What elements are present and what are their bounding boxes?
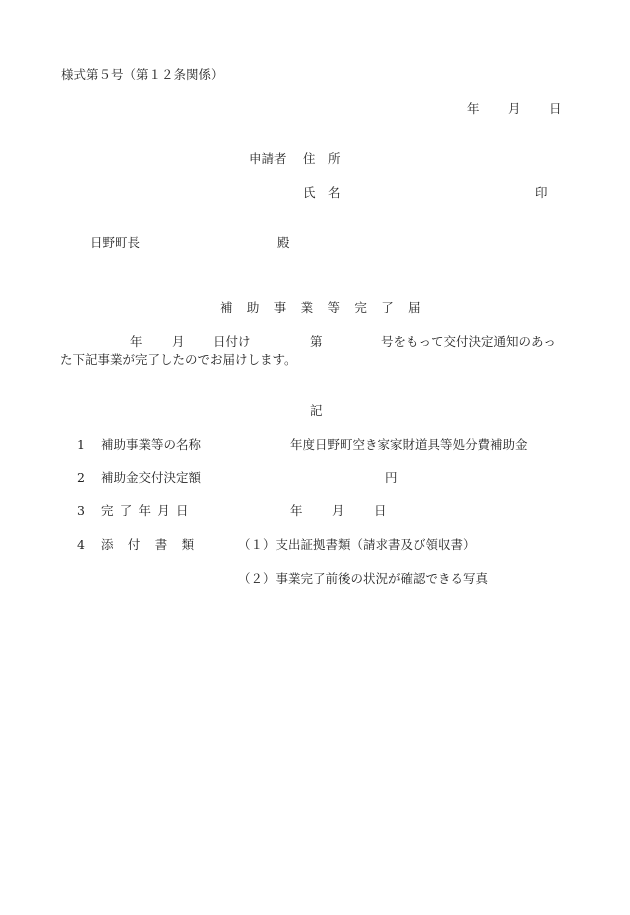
name-label: 氏 名: [303, 185, 341, 200]
body-day-suffix: 日付け: [213, 334, 251, 349]
item-number: 1: [77, 437, 85, 452]
item-value: 円: [385, 470, 398, 485]
date-day: 日: [549, 101, 562, 116]
item-day: 日: [374, 503, 387, 518]
body-month: 月: [172, 334, 185, 349]
applicant-label: 申請者: [249, 151, 287, 166]
body-line1-tail: 号をもって交付決定通知のあっ: [381, 334, 556, 349]
seal-mark: 印: [535, 185, 548, 200]
item-year: 年: [290, 503, 303, 518]
item-label: 補助事業等の名称: [101, 437, 202, 452]
form-label: 様式第５号（第１２条関係）: [61, 67, 224, 82]
body-number-prefix: 第: [310, 334, 323, 349]
attachment-2: （２）事業完了前後の状況が確認できる写真: [238, 571, 489, 586]
item-number: 2: [77, 470, 85, 485]
date-month: 月: [508, 101, 521, 116]
body-line2: た下記事業が完了したのでお届けします。: [60, 352, 297, 367]
date-year: 年: [467, 101, 480, 116]
body-year: 年: [130, 334, 143, 349]
item-value: 年度日野町空き家家財道具等処分費補助金: [290, 437, 528, 452]
item-number: 4: [77, 537, 85, 552]
item-label: 補助金交付決定額: [101, 470, 202, 485]
item-month: 月: [332, 503, 345, 518]
item-label: 完了年月日: [101, 503, 195, 518]
ki-mark: 記: [310, 403, 323, 418]
item-label: 添付書類: [101, 537, 209, 552]
attachment-1: （１）支出証拠書類（請求書及び領収書）: [238, 537, 476, 552]
item-number: 3: [77, 503, 85, 518]
address-label: 住 所: [303, 151, 341, 166]
addressee-honorific: 殿: [277, 235, 290, 250]
document-title: 補助事業等完了届: [220, 300, 436, 315]
addressee-name: 日野町長: [90, 235, 141, 250]
